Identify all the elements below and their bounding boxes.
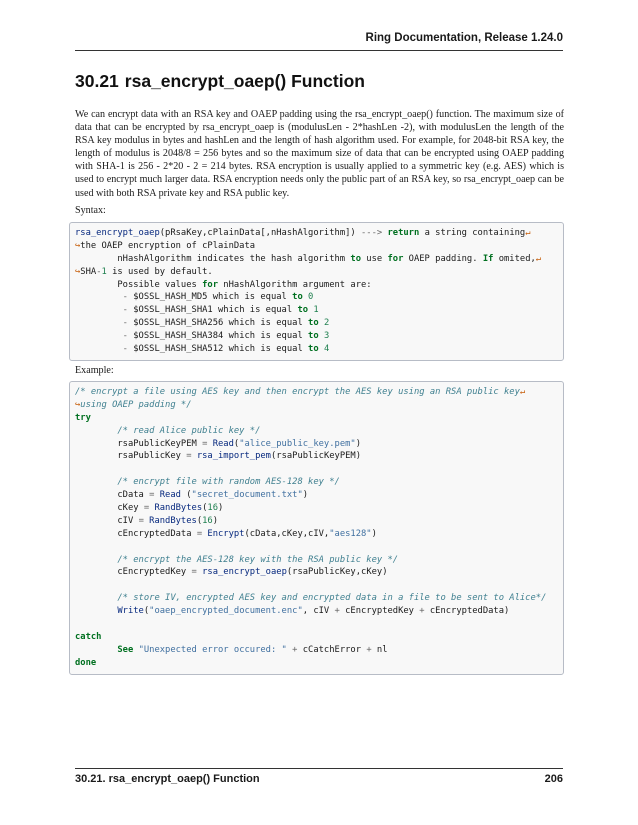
code-token <box>75 477 117 487</box>
code-token: $OSSL_HASH_SHA1 which is equal <box>127 305 298 316</box>
code-token: cEncryptedData) <box>424 606 510 617</box>
code-line <box>75 566 558 579</box>
code-token: a string containing <box>419 228 526 238</box>
code-line <box>75 631 558 644</box>
code-line <box>75 304 558 317</box>
code-line <box>75 291 558 304</box>
code-token: - <box>96 266 102 277</box>
code-line <box>75 502 558 515</box>
line-continuation-icon: ↪ <box>75 240 81 251</box>
header-divider <box>75 50 563 51</box>
code-token: - <box>122 318 128 329</box>
code-token: ( <box>196 515 203 526</box>
code-token: to <box>308 344 319 355</box>
code-token: = <box>191 567 197 578</box>
code-token: (cData,cKey,cIV, <box>244 528 330 539</box>
code-token: done <box>75 657 97 668</box>
code-token: the OAEP encryption of cPlainData <box>80 240 256 251</box>
code-token: $OSSL_HASH_SHA256 which is equal <box>127 318 309 329</box>
code-line <box>75 317 558 330</box>
code-token: /* encrypt file with random AES-128 key */ <box>117 477 340 488</box>
code-line <box>75 425 558 438</box>
code-token: ( <box>180 490 192 501</box>
code-line <box>75 450 558 463</box>
code-token: to <box>292 292 303 303</box>
code-token: catch <box>75 631 102 642</box>
code-token <box>75 426 117 436</box>
code-token: "aes128" <box>329 528 372 539</box>
code-line <box>75 644 558 657</box>
code-token: See <box>117 644 134 655</box>
code-token: omited, <box>493 253 536 264</box>
code-token: $OSSL_HASH_MD5 which is equal <box>127 292 293 303</box>
code-token: 0 <box>308 292 314 303</box>
code-line <box>75 515 558 528</box>
code-token: for <box>387 253 404 264</box>
code-token: - <box>122 305 128 316</box>
code-token: to <box>297 305 309 316</box>
line-continuation-icon: ↵ <box>525 228 531 238</box>
code-token: 4 <box>323 344 330 355</box>
page-footer <box>75 773 563 785</box>
code-token: + <box>334 606 340 617</box>
code-token: = <box>202 438 208 449</box>
section-title-text: rsa_encrypt_oaep() Function <box>124 71 365 91</box>
code-token <box>75 344 123 354</box>
code-token: = <box>186 451 192 462</box>
code-token: + <box>292 644 298 655</box>
code-token: rsaPublicKey <box>75 451 187 462</box>
code-line <box>75 399 558 412</box>
code-token: = <box>196 528 203 539</box>
code-token: 3 <box>323 331 330 342</box>
code-line <box>75 330 558 343</box>
code-token: cEncryptedKey <box>75 567 192 578</box>
code-token: (rsaPublicKey,cKey) <box>286 567 388 578</box>
code-token: "secret_document.txt" <box>191 490 303 501</box>
code-line <box>75 266 558 279</box>
code-token: using OAEP padding */ <box>80 399 192 410</box>
code-token: Write <box>117 606 144 617</box>
code-line <box>75 412 558 425</box>
code-token: ) <box>302 490 309 501</box>
code-token: "Unexpected error occured: " <box>138 644 287 655</box>
code-token: - <box>122 344 128 355</box>
code-token: Encrypt <box>207 528 245 539</box>
example-code-block <box>69 381 564 675</box>
code-token: ( <box>202 503 208 514</box>
code-token: 1 <box>313 305 319 316</box>
intro-paragraph: We can encrypt data with an RSA key and OAEP padding using the rsa_encrypt_oaep() function. The maximum size of data that can be encrypted by rsa_encrypt_oaep is (modulusLen - 2*hashLen -2), with modulusLen the length of the RSA key modulus in bytes and hashLen and the length of hash algorithm used. For example, for 2048-bit RSA key, the length of modulus is 2048/8 = 256 bytes and so the maximum size of data that can be encrypted using OAEP padding with SHA-1 is 256 - 2*20 - 2 = 214 bytes. RSA encryption is usually applied to a symmetric key (e.g. AES) which is used to encrypt much larger data. RSA encryption needs only the public part of an RSA key, so rsa_encrypt_oaep can be used with both RSA private key and RSA public key. <box>75 109 564 199</box>
code-line <box>75 438 558 451</box>
line-continuation-icon: ↪ <box>75 266 81 277</box>
code-token: OAEP padding. <box>403 253 483 264</box>
code-token <box>75 606 117 616</box>
code-token <box>75 318 123 328</box>
code-token: cKey <box>75 503 144 514</box>
code-line <box>75 240 558 253</box>
code-token: nHashAlgorithm indicates the hash algorithm <box>75 253 351 264</box>
code-token: rsa_encrypt_oaep <box>202 567 287 578</box>
code-line <box>75 554 558 567</box>
code-token: = <box>143 503 150 514</box>
section-title <box>75 71 365 92</box>
code-token: /* read Alice public key */ <box>117 425 261 436</box>
code-token: cIV <box>75 515 139 526</box>
code-token <box>75 292 123 302</box>
page-number: 206 <box>544 773 563 785</box>
code-token: nHashAlgorithm argument are: <box>218 279 372 290</box>
code-token: cCatchError <box>297 644 367 655</box>
code-line <box>75 463 558 476</box>
footer-divider <box>75 768 563 769</box>
code-token: /* encrypt a file using AES key and then encrypt the AES key using an RSA public key <box>75 387 520 397</box>
syntax-label: Syntax: <box>75 205 106 216</box>
code-token: Possible values <box>75 279 203 290</box>
code-token: try <box>75 412 91 423</box>
code-token: "oaep_encrypted_document.enc" <box>149 606 303 617</box>
code-token: (rsaPublicKeyPEM) <box>270 451 362 462</box>
code-token: rsaPublicKeyPEM <box>75 438 203 449</box>
code-line <box>75 476 558 489</box>
code-token: rsa_import_pem <box>196 451 271 462</box>
code-token: 16 <box>207 503 219 514</box>
code-token: (pRsaKey,cPlainData[,nHashAlgorithm]) <box>159 228 362 238</box>
code-token: rsa_encrypt_oaep <box>75 228 160 238</box>
code-line <box>75 541 558 554</box>
code-token: ( <box>233 438 240 449</box>
code-token: + <box>366 644 372 655</box>
code-token: to <box>350 253 361 264</box>
code-token: 16 <box>202 515 213 526</box>
code-token: Read <box>159 490 181 501</box>
code-token: 1 <box>101 266 107 277</box>
code-token: use <box>361 253 388 264</box>
line-continuation-icon: ↪ <box>75 399 81 410</box>
code-token: $OSSL_HASH_SHA512 which is equal <box>127 344 309 355</box>
code-token: "alice_public_key.pem" <box>239 438 356 449</box>
code-token <box>75 331 123 341</box>
code-token: return <box>387 228 420 238</box>
code-line <box>75 253 558 266</box>
code-token: is used by default. <box>106 266 213 277</box>
code-line <box>75 657 558 670</box>
code-token: to <box>308 318 319 329</box>
code-token: Read <box>212 438 234 449</box>
running-header: Ring Documentation, Release 1.24.0 <box>365 32 563 44</box>
code-token: = <box>138 515 144 526</box>
code-token: SHA <box>80 266 97 277</box>
code-token <box>75 555 117 565</box>
code-token: + <box>419 606 425 617</box>
code-token: ) <box>355 438 362 449</box>
syntax-code-block <box>69 222 564 361</box>
code-token: ) <box>212 515 219 526</box>
code-token: If <box>482 253 494 264</box>
code-token: /* encrypt the AES-128 key with the RSA public key */ <box>117 554 399 565</box>
code-line <box>75 227 558 240</box>
code-line <box>75 279 558 292</box>
code-token: cEncryptedData <box>75 528 197 539</box>
code-line <box>75 605 558 618</box>
code-token: ( <box>143 606 150 617</box>
section-number: 30.21 <box>75 71 119 91</box>
code-token <box>75 593 117 603</box>
code-token: - <box>122 331 128 342</box>
example-label: Example: <box>75 365 114 376</box>
code-line <box>75 579 558 592</box>
code-token: - <box>122 292 128 303</box>
code-token: ) <box>218 503 224 514</box>
code-token: ) <box>371 528 377 539</box>
code-token: /* store IV, encrypted AES key and encrypted data in a file to be sent to Alice*/ <box>117 593 547 604</box>
code-token: cEncryptedKey <box>339 606 420 617</box>
code-token: cData <box>75 490 150 501</box>
code-token: RandBytes <box>154 503 203 514</box>
code-line <box>75 343 558 356</box>
code-line <box>75 386 558 399</box>
code-token: = <box>149 490 155 501</box>
code-line <box>75 618 558 631</box>
code-token: 2 <box>323 318 330 329</box>
code-token <box>75 645 117 655</box>
code-line <box>75 528 558 541</box>
code-token <box>75 305 123 315</box>
code-token: for <box>202 279 218 290</box>
code-token: $OSSL_HASH_SHA384 which is equal <box>127 331 309 342</box>
code-token: to <box>308 331 319 342</box>
code-token: ---> <box>361 228 383 238</box>
line-continuation-icon: ↵ <box>535 253 542 264</box>
code-line <box>75 592 558 605</box>
footer-section-title: 30.21. rsa_encrypt_oaep() Function <box>75 773 260 785</box>
code-line <box>75 489 558 502</box>
line-continuation-icon: ↵ <box>519 387 526 397</box>
code-token: nl <box>371 644 388 655</box>
code-token: , cIV <box>302 606 335 617</box>
code-token: RandBytes <box>149 515 197 526</box>
